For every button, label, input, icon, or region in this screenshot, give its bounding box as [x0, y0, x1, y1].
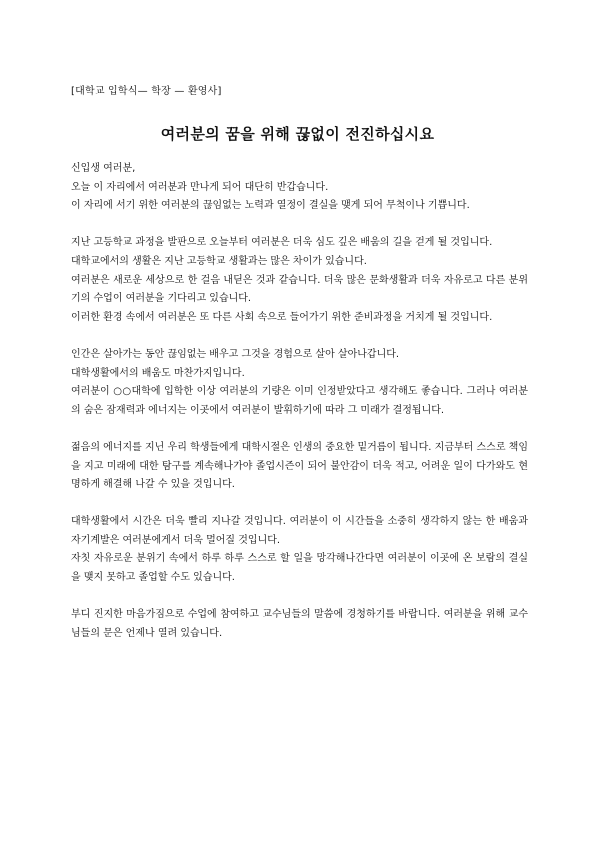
text-line: 대학생활에서 시간은 더욱 빨리 지나갈 것입니다. 여러분이 이 시간들을 소중히 생각하지 않는 한 배움과 자기계발은 여러분에게서 더욱 멀어질 것입니다. — [71, 516, 528, 546]
paragraph-youth-energy — [71, 439, 528, 495]
paragraph-closing — [71, 606, 528, 643]
paragraph-time — [71, 513, 528, 587]
text-line: 부디 진지한 마음가짐으로 수업에 참여하고 교수님들의 말씀에 경청하기를 바랍니다. 여러분을 위해 교수님들의 문은 언제나 열려 있습니다. — [71, 609, 528, 639]
text-line: 젊음의 에너지를 지닌 우리 학생들에게 대학시절은 인생의 중요한 밑거름이 됩니다. 지금부터 스스로 책임을 지고 미래에 대한 탐구를 계속해나가야 졸업시즌이 되어 불안감이 더욱 적고, 어려운 일이 다가와도 현명하게 해결해 나갈 수 있을 것입니다. — [71, 441, 528, 491]
text-line: 자칫 자유로운 분위기 속에서 하루 하루 스스로 할 일을 망각해나간다면 여러분이 이곳에 온 보람의 결실을 맺지 못하고 졸업할 수도 있습니다. — [71, 553, 528, 584]
text-line: 대학교에서의 생활은 지난 고등학교 생활과는 많은 차이가 있습니다. — [71, 255, 367, 267]
text-line: 오늘 이 자리에서 여러분과 만나게 되어 대단히 반갑습니다. — [71, 181, 329, 193]
text-line: 이 자리에 서기 위한 여러분의 끊임없는 노력과 열정이 결실을 맺게 되어 무척이나 기쁩니다. — [71, 200, 470, 212]
text-line: 이러한 환경 속에서 여러분은 또 다른 사회 속으로 들어가기 위한 준비과정을 거치게 될 것입니다. — [71, 311, 493, 323]
text-line: 대학생활에서의 배움도 마찬가지입니다. — [71, 367, 245, 379]
document-title: 여러분의 꿈을 위해 끊없이 전진하십시요 — [160, 125, 435, 143]
text-line: 여러분이 ○○대학에 입학한 이상 여러분의 기량은 이미 인정받았다고 생각해도 좋습니다. 그러나 여러분의 숨은 잠재력과 에너지는 이곳에서 여러분이 발휘하기에 따라 그 미래가 결정됩니다. — [71, 386, 528, 416]
text-line: 신입생 여러분, — [71, 163, 136, 174]
paragraph-university-life — [71, 234, 528, 327]
text-line: 지난 고등학교 과정을 발판으로 오늘부터 여러분은 더욱 심도 깊은 배움의 길을 걷게 될 것입니다. — [71, 237, 493, 249]
text-line: 여러분은 새로운 세상으로 한 걸음 내딛은 것과 같습니다. 더욱 많은 문화생활과 더욱 자유로고 다른 분위기의 수업이 여러분을 기다리고 있습니다. — [71, 274, 528, 305]
text-line: 인간은 살아가는 동안 끊임없는 배우고 그것을 경험으로 살아 살아나갑니다. — [71, 348, 400, 360]
document-body — [71, 160, 528, 662]
paragraph-learning — [71, 346, 528, 420]
document-header-tag: [대학교 입학식— 학장 — 환영사] — [71, 86, 222, 97]
paragraph-greeting — [71, 160, 528, 216]
